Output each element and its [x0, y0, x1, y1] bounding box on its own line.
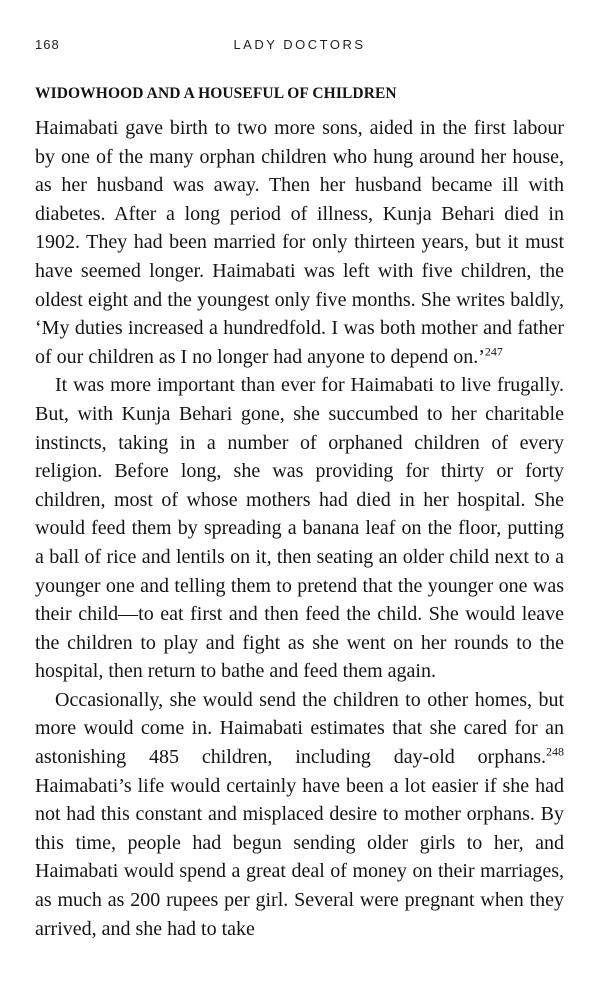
book-title: LADY DOCTORS: [233, 37, 366, 52]
paragraph-1-text: Haimabati gave birth to two more sons, aided in the first labour by one of the many orphan children who hung around her house, as her husband was away. Then her husband became ill with diabetes. After a long period of illness, Kunja Behari died in 1902. They had been married for only thirteen years, but it must have seemed longer. Haimabati was left with five children, the oldest eight and the youngest only five months. She writes baldly, ‘My duties increased a hundredfold. I was both mother and father of our children as I no longer had anyone to depend on.’: [35, 117, 564, 368]
body-text: [35, 114, 564, 943]
paragraph-3-text-b: Haimabati’s life would certainly have been a lot easier if she had not had this constant and misplaced desire to mother orphans. By this time, people had begun sending older girls to her, and Haimabati would spend a great deal of money on their marriages, as much as 200 rupees per girl. Several were pregnant when they arrived, and she had to take: [35, 774, 564, 940]
paragraph-3-text-a: Occasionally, she would send the children to other homes, but more would come in. Haimabati estimates that she cared for an astonishing 485 children, including day-old orphans.: [35, 688, 564, 769]
paragraph-2: [35, 371, 564, 686]
page-number: 168: [35, 37, 60, 52]
paragraph-3: [35, 686, 564, 943]
running-head: [35, 37, 564, 55]
paragraph-1: [35, 114, 564, 371]
footnote-ref-247: 247: [484, 344, 503, 359]
paragraph-2-text: It was more important than ever for Haimabati to live frugally. But, with Kunja Behari gone, she succumbed to her charitable instincts, taking in a number of orphaned children of every religion. Before long, she was providing for thirty or forty children, most of whose mothers had died in her hospital. She would feed them by spreading a banana leaf on the floor, putting a ball of rice and lentils on it, then seating an older child next to a younger one and telling them to pretend that the younger one was their child—to eat first and then feed the child. She would leave the children to play and fight as she went on her rounds to the hospital, then return to bathe and feed them again.: [35, 374, 564, 683]
footnote-ref-248: 248: [546, 744, 564, 759]
section-heading: WIDOWHOOD AND A HOUSEFUL OF CHILDREN: [35, 85, 397, 102]
